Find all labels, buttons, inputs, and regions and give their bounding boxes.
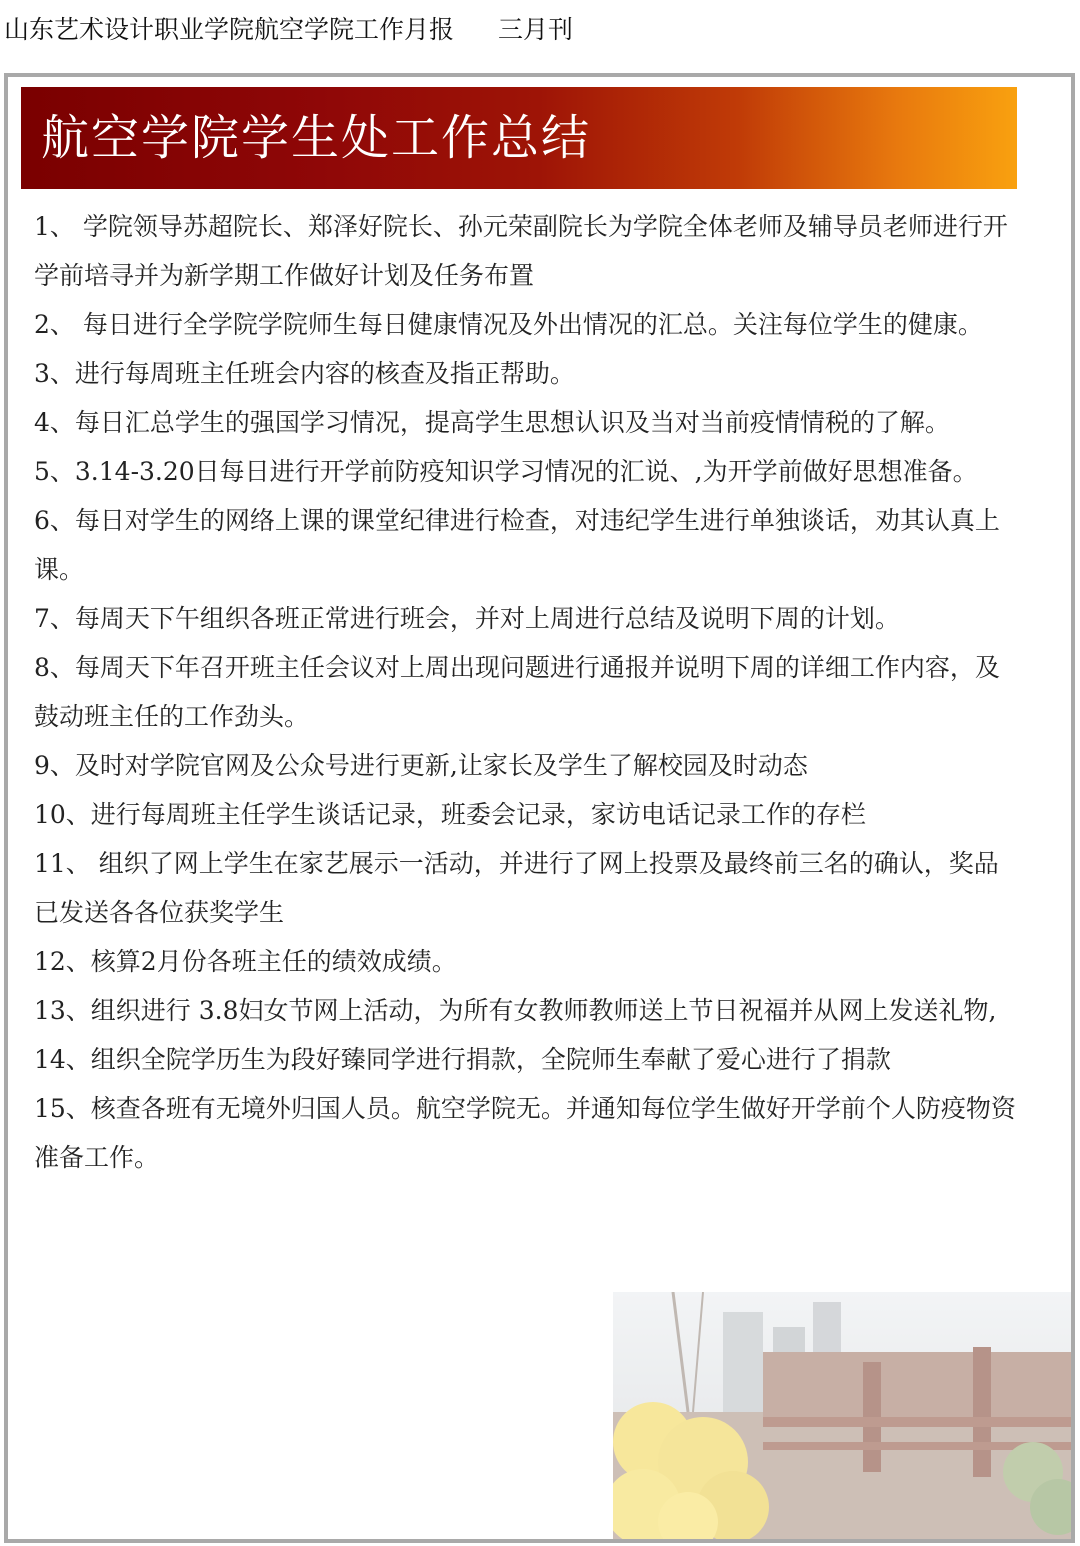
decorative-photo [613, 1292, 1071, 1539]
report-header [4, 10, 573, 50]
issue-label: 三月刊 [498, 15, 574, 44]
list-item: 14、组织全院学历生为段好臻同学进行捐款，全院师生奉献了爱心进行了捐款 [34, 1045, 891, 1074]
report-title: 山东艺术设计职业学院航空学院工作月报 [4, 15, 455, 44]
list-item: 4、每日汇总学生的强国学习情况，提高学生思想认识及当对当前疫情情税的了解。 [34, 408, 950, 437]
content-frame [4, 73, 1075, 1543]
section-title-bar [21, 87, 1017, 189]
list-item: 1、 学院领导苏超院长、郑泽好院长、孙元荣副院长为学院全体老师及辅导员老师进行开学前培寻并为新学期工作做好计划及任务布置 [34, 212, 1008, 290]
list-item: 11、 组织了网上学生在家艺展示一活动，并进行了网上投票及最终前三名的确认，奖品已发送各各位获奖学生 [34, 849, 999, 927]
list-item: 7、每周天下午组织各班正常进行班会，并对上周进行总结及说明下周的计划。 [34, 604, 900, 633]
list-item: 15、核查各班有无境外归国人员。航空学院无。并通知每位学生做好开学前个人防疫物资准备工作。 [34, 1094, 1016, 1172]
list-item: 12、核算2月份各班主任的绩效成绩。 [34, 947, 457, 976]
section-title: 航空学院学生处工作总结 [41, 110, 592, 166]
list-item: 3、进行每周班主任班会内容的核查及指正帮助。 [34, 359, 575, 388]
list-item: 13、组织进行 3.8妇女节网上活动，为所有女教师教师送上节日祝福并从网上发送礼物, [34, 996, 997, 1025]
work-summary-list [34, 202, 1019, 1182]
list-item: 8、每周天下年召开班主任会议对上周出现问题进行通报并说明下周的详细工作内容，及鼓动班主任的工作劲头。 [34, 653, 1000, 731]
list-item: 6、每日对学生的网络上课的课堂纪律进行检查，对违纪学生进行单独谈话，劝其认真上课。 [34, 506, 1000, 584]
list-item: 2、 每日进行全学院学院师生每日健康情况及外出情况的汇总。关注每位学生的健康。 [34, 310, 983, 339]
list-item: 9、及时对学院官网及公众号进行更新,让家长及学生了解校园及时动态 [34, 751, 808, 780]
list-item: 5、3.14-3.20日每日进行开学前防疫知识学习情况的汇说、,为开学前做好思想准备。 [34, 457, 978, 486]
list-item: 10、进行每周班主任学生谈话记录，班委会记录，家访电话记录工作的存栏 [34, 800, 866, 829]
